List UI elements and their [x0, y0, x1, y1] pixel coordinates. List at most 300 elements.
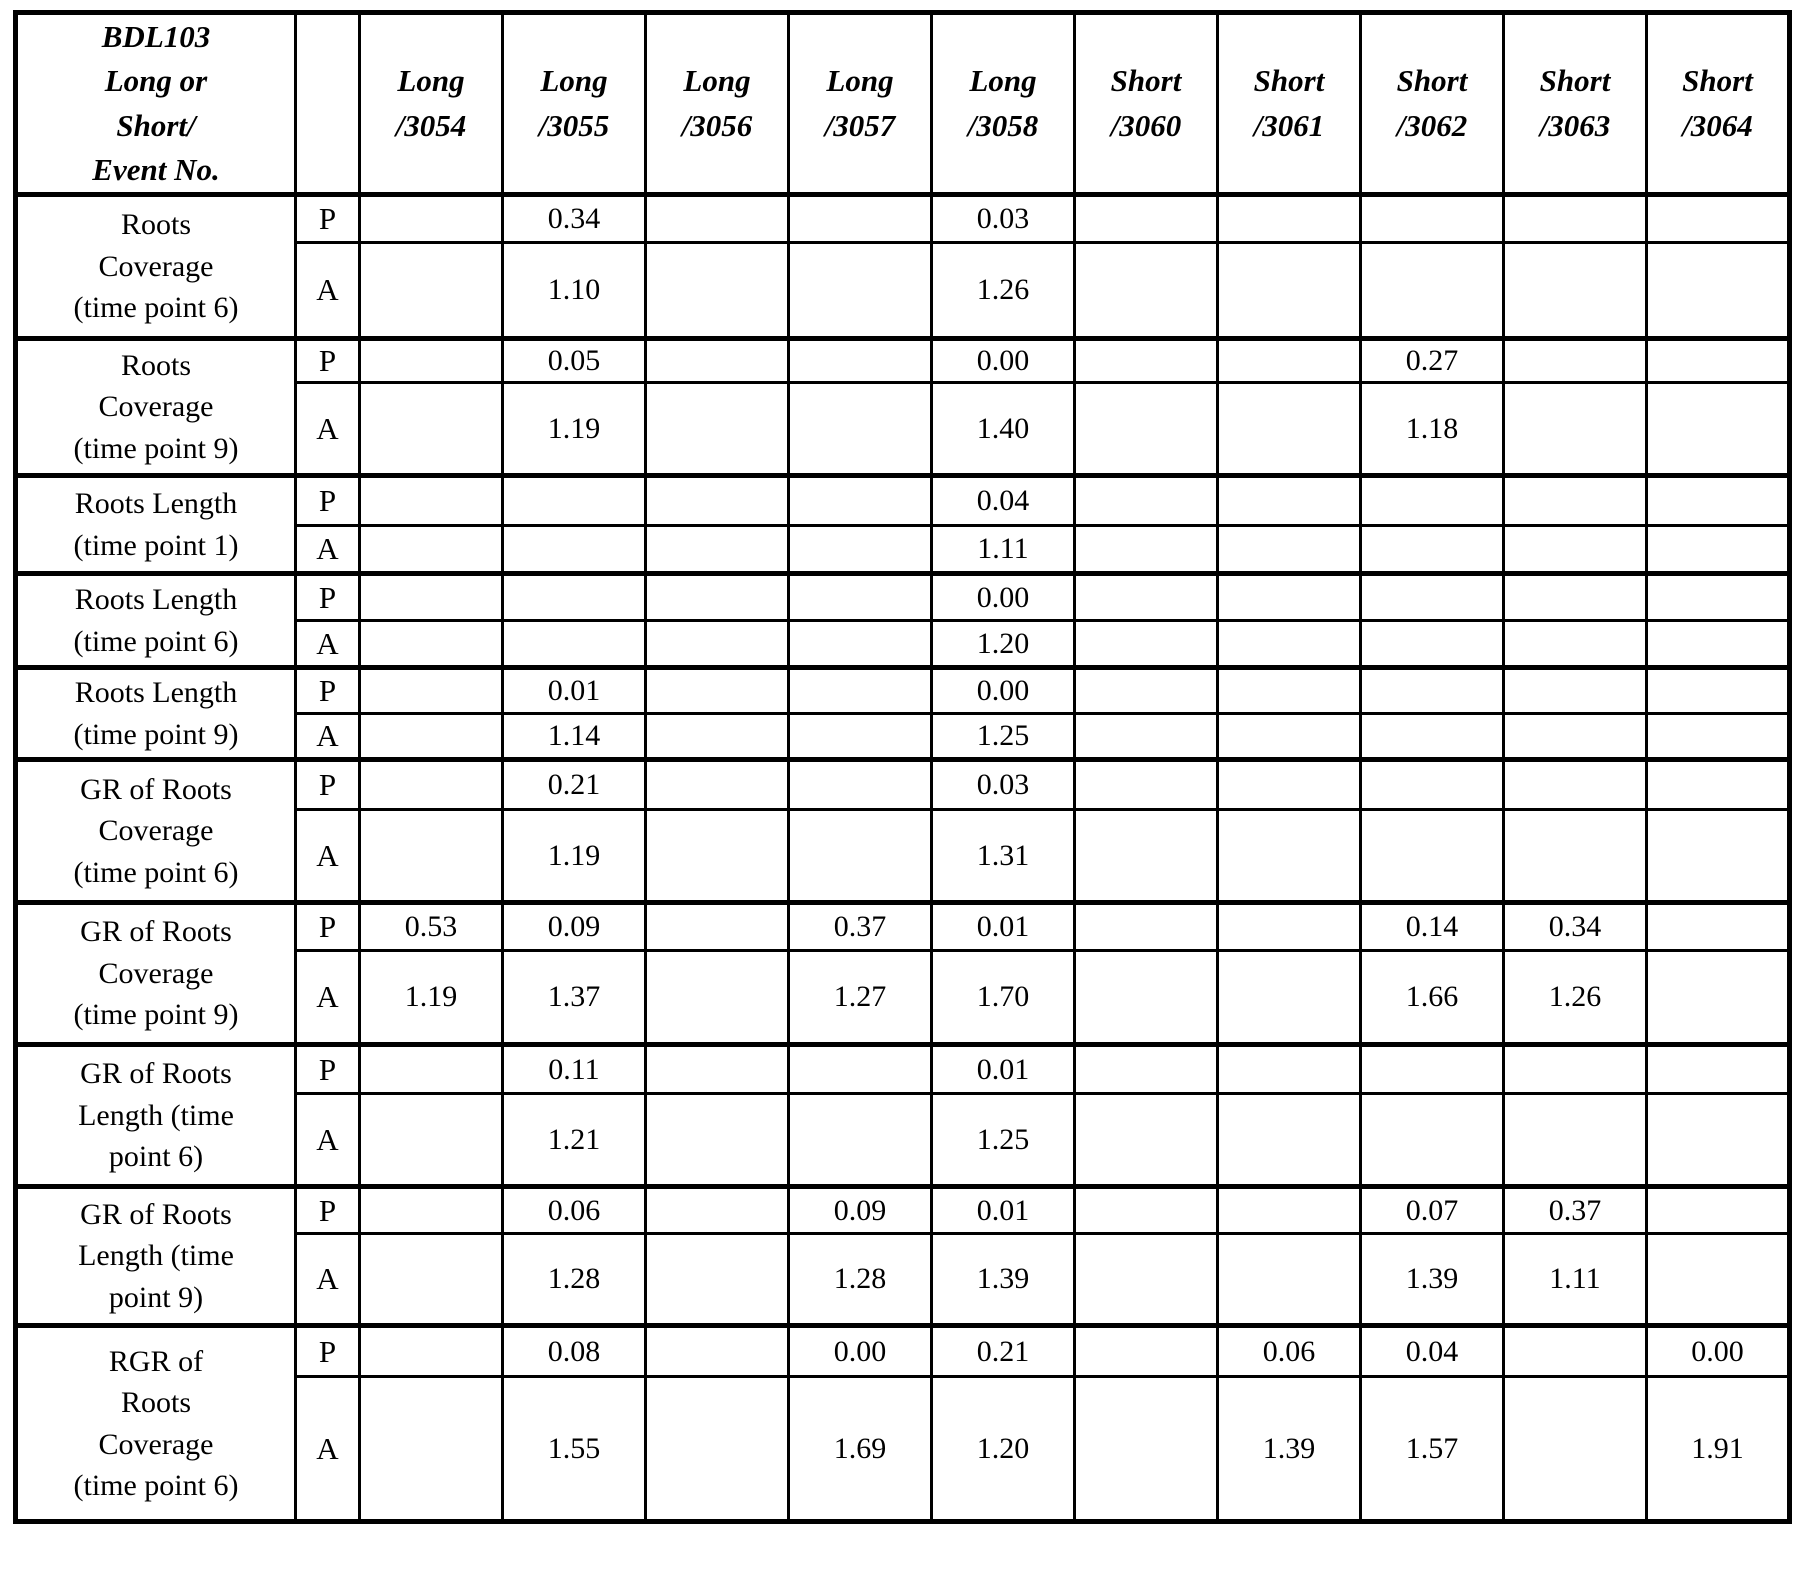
value-cell: [1075, 574, 1218, 621]
value-cell: [789, 476, 932, 526]
a-label-cell: A: [296, 714, 360, 760]
value-cell: [1647, 810, 1790, 903]
value-cell: [789, 339, 932, 383]
value-cell: [1218, 760, 1361, 810]
value-cell: [1075, 903, 1218, 951]
value-cell: [1647, 760, 1790, 810]
column-header-line: /3060: [1110, 107, 1182, 143]
data-table: [13, 10, 1792, 1524]
p-label-cell: P: [296, 1045, 360, 1094]
row-label-line: Coverage: [98, 814, 214, 848]
value-cell: [646, 760, 789, 810]
value-cell: 1.26: [1504, 951, 1647, 1045]
value-cell: [1218, 383, 1361, 476]
measurement-p-row: [16, 903, 1790, 951]
p-label-cell: P: [296, 195, 360, 243]
value-cell: [503, 526, 646, 574]
value-cell: [1218, 810, 1361, 903]
value-cell: 0.00: [789, 1326, 932, 1377]
value-cell: 0.09: [789, 1187, 932, 1234]
value-cell: [646, 668, 789, 714]
a-label-cell: A: [296, 1234, 360, 1326]
value-cell: [503, 574, 646, 621]
column-header-line: Long: [397, 63, 465, 99]
value-cell: [1361, 621, 1504, 668]
value-cell: [646, 1377, 789, 1522]
value-cell: [646, 195, 789, 243]
value-cell: 1.31: [932, 810, 1075, 903]
value-cell: [1504, 526, 1647, 574]
value-cell: 0.06: [503, 1187, 646, 1234]
value-cell: [1504, 195, 1647, 243]
value-cell: [503, 621, 646, 668]
value-cell: [360, 526, 503, 574]
row-label-line: Roots Length: [74, 676, 238, 710]
value-cell: 1.21: [503, 1094, 646, 1187]
value-cell: [646, 1187, 789, 1234]
value-cell: 0.03: [932, 195, 1075, 243]
value-cell: 1.39: [1218, 1377, 1361, 1522]
value-cell: [360, 574, 503, 621]
value-cell: [789, 526, 932, 574]
value-cell: 1.19: [360, 951, 503, 1045]
value-cell: [1075, 243, 1218, 339]
value-cell: [1361, 243, 1504, 339]
value-cell: [1647, 526, 1790, 574]
value-cell: [1075, 383, 1218, 476]
value-cell: [1647, 668, 1790, 714]
value-cell: [360, 810, 503, 903]
row-label-line: (time point 9): [73, 717, 239, 751]
value-cell: [1075, 526, 1218, 574]
value-cell: [789, 760, 932, 810]
a-label-cell: A: [296, 243, 360, 339]
value-cell: [789, 383, 932, 476]
corner-header-cell: [16, 13, 296, 195]
value-cell: [1218, 903, 1361, 951]
value-cell: [1075, 621, 1218, 668]
value-cell: 0.04: [1361, 1326, 1504, 1377]
measurement-p-row: [16, 1187, 1790, 1234]
value-cell: 0.04: [932, 476, 1075, 526]
value-cell: 0.34: [1504, 903, 1647, 951]
value-cell: [360, 760, 503, 810]
column-header-line: Short: [1396, 63, 1468, 99]
value-cell: 1.37: [503, 951, 646, 1045]
value-cell: 0.00: [932, 574, 1075, 621]
value-cell: 0.09: [503, 903, 646, 951]
value-cell: [360, 1094, 503, 1187]
a-label-cell: A: [296, 1094, 360, 1187]
value-cell: [1647, 903, 1790, 951]
value-cell: [1361, 574, 1504, 621]
value-cell: 0.21: [503, 760, 646, 810]
value-cell: [1361, 195, 1504, 243]
value-cell: [1075, 1377, 1218, 1522]
column-header-line: Short: [1539, 63, 1611, 99]
value-cell: [360, 1234, 503, 1326]
value-cell: [1647, 383, 1790, 476]
value-cell: [360, 383, 503, 476]
a-label-cell: A: [296, 951, 360, 1045]
value-cell: [1218, 1045, 1361, 1094]
value-cell: 0.07: [1361, 1187, 1504, 1234]
value-cell: [646, 903, 789, 951]
value-cell: [1218, 1187, 1361, 1234]
value-cell: 0.01: [503, 668, 646, 714]
column-header-line: Long: [969, 63, 1037, 99]
value-cell: 1.55: [503, 1377, 646, 1522]
value-cell: 1.19: [503, 810, 646, 903]
row-label-line: (time point 6): [73, 1468, 239, 1502]
column-header-cell: [503, 13, 646, 195]
value-cell: [646, 574, 789, 621]
value-cell: 0.37: [1504, 1187, 1647, 1234]
value-cell: [1218, 476, 1361, 526]
value-cell: 1.27: [789, 951, 932, 1045]
value-cell: [1504, 1326, 1647, 1377]
p-label-cell: P: [296, 1187, 360, 1234]
value-cell: 0.11: [503, 1045, 646, 1094]
column-header-line: /3062: [1396, 107, 1468, 143]
value-cell: [646, 526, 789, 574]
row-label-line: GR of Roots: [80, 772, 232, 806]
value-cell: [1361, 760, 1504, 810]
value-cell: 1.39: [932, 1234, 1075, 1326]
row-label-line: Coverage: [98, 1427, 214, 1461]
value-cell: 0.08: [503, 1326, 646, 1377]
value-cell: 1.20: [932, 1377, 1075, 1522]
value-cell: [1647, 1234, 1790, 1326]
row-label-line: Roots Length: [74, 487, 238, 521]
value-cell: [1361, 1045, 1504, 1094]
value-cell: [1361, 476, 1504, 526]
value-cell: [789, 714, 932, 760]
value-cell: [1075, 1187, 1218, 1234]
value-cell: 1.91: [1647, 1377, 1790, 1522]
column-header-line: Long: [826, 63, 894, 99]
corner-header-line: Long or: [104, 63, 208, 99]
value-cell: [1361, 1094, 1504, 1187]
row-label-line: (time point 6): [73, 291, 239, 325]
value-cell: 1.14: [503, 714, 646, 760]
column-header-cell: [1647, 13, 1790, 195]
p-label-cell: P: [296, 574, 360, 621]
measurement-p-row: [16, 195, 1790, 243]
column-header-line: Short: [1110, 63, 1182, 99]
value-cell: [789, 195, 932, 243]
row-label-line: GR of Roots: [80, 1197, 232, 1231]
p-label-cell: P: [296, 339, 360, 383]
value-cell: 0.05: [503, 339, 646, 383]
value-cell: [1647, 243, 1790, 339]
row-label-cell: [16, 1045, 296, 1187]
value-cell: [646, 339, 789, 383]
measurement-p-row: [16, 668, 1790, 714]
value-cell: [646, 810, 789, 903]
pa-header-cell: [296, 13, 360, 195]
value-cell: [1075, 1326, 1218, 1377]
value-cell: [360, 621, 503, 668]
value-cell: [1218, 1094, 1361, 1187]
value-cell: [1504, 383, 1647, 476]
value-cell: [1218, 339, 1361, 383]
value-cell: 1.39: [1361, 1234, 1504, 1326]
value-cell: [1647, 1094, 1790, 1187]
value-cell: 0.06: [1218, 1326, 1361, 1377]
value-cell: [1647, 951, 1790, 1045]
value-cell: 1.11: [932, 526, 1075, 574]
value-cell: 0.21: [932, 1326, 1075, 1377]
value-cell: [1504, 810, 1647, 903]
value-cell: [360, 714, 503, 760]
value-cell: [1647, 1187, 1790, 1234]
value-cell: [646, 1234, 789, 1326]
measurement-p-row: [16, 1326, 1790, 1377]
value-cell: [360, 243, 503, 339]
value-cell: [1504, 668, 1647, 714]
value-cell: [1218, 195, 1361, 243]
value-cell: [1647, 476, 1790, 526]
value-cell: 1.18: [1361, 383, 1504, 476]
row-label-line: GR of Roots: [80, 1057, 232, 1091]
value-cell: 1.20: [932, 621, 1075, 668]
value-cell: [1361, 668, 1504, 714]
value-cell: 1.11: [1504, 1234, 1647, 1326]
value-cell: [1504, 1045, 1647, 1094]
value-cell: [1504, 476, 1647, 526]
value-cell: [360, 1187, 503, 1234]
row-label-line: (time point 9): [73, 998, 239, 1032]
value-cell: 1.10: [503, 243, 646, 339]
value-cell: 1.25: [932, 1094, 1075, 1187]
value-cell: [1504, 760, 1647, 810]
p-label-cell: P: [296, 1326, 360, 1377]
column-header-cell: [1075, 13, 1218, 195]
value-cell: [1075, 951, 1218, 1045]
column-header-line: Short: [1253, 63, 1325, 99]
value-cell: [360, 668, 503, 714]
value-cell: [789, 243, 932, 339]
value-cell: [646, 476, 789, 526]
row-label-line: Coverage: [98, 390, 214, 424]
value-cell: [360, 195, 503, 243]
value-cell: 0.00: [932, 339, 1075, 383]
value-cell: [1075, 1045, 1218, 1094]
value-cell: [360, 339, 503, 383]
row-label-line: Length (time: [78, 1098, 234, 1132]
a-label-cell: A: [296, 526, 360, 574]
measurement-p-row: [16, 760, 1790, 810]
value-cell: 1.28: [503, 1234, 646, 1326]
value-cell: [646, 243, 789, 339]
value-cell: [1361, 810, 1504, 903]
value-cell: [360, 1326, 503, 1377]
value-cell: [646, 383, 789, 476]
corner-header-line: BDL103: [101, 19, 211, 55]
row-label-line: (time point 1): [73, 528, 239, 562]
column-header-line: /3064: [1682, 107, 1753, 143]
a-label-cell: A: [296, 621, 360, 668]
p-label-cell: P: [296, 476, 360, 526]
value-cell: [1504, 621, 1647, 668]
column-header-line: /3055: [538, 107, 610, 143]
value-cell: [646, 1326, 789, 1377]
row-label-cell: [16, 476, 296, 574]
measurement-p-row: [16, 574, 1790, 621]
value-cell: 0.53: [360, 903, 503, 951]
value-cell: [1075, 760, 1218, 810]
value-cell: 1.28: [789, 1234, 932, 1326]
value-cell: 0.34: [503, 195, 646, 243]
value-cell: [1075, 1094, 1218, 1187]
corner-header-line: Short/: [116, 107, 196, 143]
value-cell: [1218, 621, 1361, 668]
row-label-line: (time point 6): [73, 624, 239, 658]
value-cell: 0.01: [932, 1187, 1075, 1234]
column-header-cell: [646, 13, 789, 195]
value-cell: 0.14: [1361, 903, 1504, 951]
a-label-cell: A: [296, 1377, 360, 1522]
row-label-line: Coverage: [98, 249, 214, 283]
value-cell: 0.01: [932, 903, 1075, 951]
value-cell: [503, 476, 646, 526]
column-header-line: Short: [1682, 63, 1753, 99]
value-cell: [1504, 243, 1647, 339]
value-cell: [1218, 243, 1361, 339]
value-cell: [789, 668, 932, 714]
value-cell: 0.27: [1361, 339, 1504, 383]
value-cell: 0.37: [789, 903, 932, 951]
column-header-cell: [1361, 13, 1504, 195]
value-cell: [646, 1094, 789, 1187]
value-cell: [1647, 339, 1790, 383]
value-cell: [1361, 526, 1504, 574]
p-label-cell: P: [296, 668, 360, 714]
value-cell: [360, 476, 503, 526]
value-cell: [646, 951, 789, 1045]
value-cell: [1075, 476, 1218, 526]
measurement-p-row: [16, 1045, 1790, 1094]
value-cell: [789, 621, 932, 668]
row-label-line: point 9): [108, 1280, 204, 1314]
column-header-line: /3057: [824, 107, 896, 143]
value-cell: [1218, 526, 1361, 574]
a-label-cell: A: [296, 383, 360, 476]
column-header-line: /3063: [1539, 107, 1611, 143]
value-cell: [1075, 714, 1218, 760]
value-cell: 1.69: [789, 1377, 932, 1522]
row-label-line: GR of Roots: [80, 915, 232, 949]
value-cell: [789, 1045, 932, 1094]
column-header-line: /3061: [1253, 107, 1325, 143]
value-cell: 0.00: [932, 668, 1075, 714]
value-cell: [1218, 714, 1361, 760]
value-cell: 0.03: [932, 760, 1075, 810]
row-label-line: Roots: [120, 348, 192, 382]
value-cell: [1504, 339, 1647, 383]
column-header-line: /3058: [967, 107, 1039, 143]
row-label-line: Roots: [120, 1386, 192, 1420]
value-cell: [1218, 1234, 1361, 1326]
value-cell: [789, 1094, 932, 1187]
row-label-line: Length (time: [78, 1239, 234, 1273]
value-cell: [1361, 714, 1504, 760]
value-cell: 1.66: [1361, 951, 1504, 1045]
row-label-cell: [16, 903, 296, 1045]
value-cell: [789, 810, 932, 903]
column-header-cell: [1504, 13, 1647, 195]
column-header-line: /3056: [681, 107, 753, 143]
value-cell: [360, 1045, 503, 1094]
value-cell: [1075, 1234, 1218, 1326]
row-label-cell: [16, 195, 296, 339]
measurement-p-row: [16, 339, 1790, 383]
value-cell: [1647, 574, 1790, 621]
row-label-cell: [16, 1187, 296, 1326]
value-cell: [1218, 668, 1361, 714]
column-header-line: /3054: [395, 107, 467, 143]
value-cell: [1647, 195, 1790, 243]
row-label-cell: [16, 1326, 296, 1522]
row-label-line: (time point 6): [73, 855, 239, 889]
column-header-line: Long: [683, 63, 751, 99]
column-header-cell: [789, 13, 932, 195]
value-cell: [1647, 621, 1790, 668]
value-cell: 1.57: [1361, 1377, 1504, 1522]
column-header-cell: [360, 13, 503, 195]
value-cell: [789, 574, 932, 621]
value-cell: [1075, 668, 1218, 714]
row-label-line: RGR of: [108, 1344, 204, 1378]
value-cell: [1218, 574, 1361, 621]
row-label-line: (time point 9): [73, 431, 239, 465]
value-cell: [1647, 1045, 1790, 1094]
column-header-line: Long: [540, 63, 608, 99]
value-cell: [1647, 714, 1790, 760]
value-cell: 1.19: [503, 383, 646, 476]
value-cell: [646, 621, 789, 668]
value-cell: 1.25: [932, 714, 1075, 760]
value-cell: [1504, 1377, 1647, 1522]
column-header-cell: [1218, 13, 1361, 195]
p-label-cell: P: [296, 760, 360, 810]
column-header-cell: [932, 13, 1075, 195]
value-cell: 1.70: [932, 951, 1075, 1045]
value-cell: 0.00: [1647, 1326, 1790, 1377]
a-label-cell: A: [296, 810, 360, 903]
value-cell: [1504, 574, 1647, 621]
value-cell: [360, 1377, 503, 1522]
value-cell: 1.26: [932, 243, 1075, 339]
row-label-cell: [16, 668, 296, 760]
value-cell: 1.40: [932, 383, 1075, 476]
value-cell: [646, 714, 789, 760]
row-label-cell: [16, 339, 296, 476]
row-label-cell: [16, 574, 296, 668]
row-label-line: Roots: [120, 208, 192, 242]
row-label-cell: [16, 760, 296, 903]
value-cell: [1504, 714, 1647, 760]
value-cell: [646, 1045, 789, 1094]
value-cell: 0.01: [932, 1045, 1075, 1094]
row-label-line: point 6): [108, 1140, 204, 1174]
value-cell: [1075, 810, 1218, 903]
value-cell: [1218, 951, 1361, 1045]
corner-header-line: Event No.: [92, 151, 220, 187]
row-label-line: Coverage: [98, 956, 214, 990]
measurement-p-row: [16, 476, 1790, 526]
